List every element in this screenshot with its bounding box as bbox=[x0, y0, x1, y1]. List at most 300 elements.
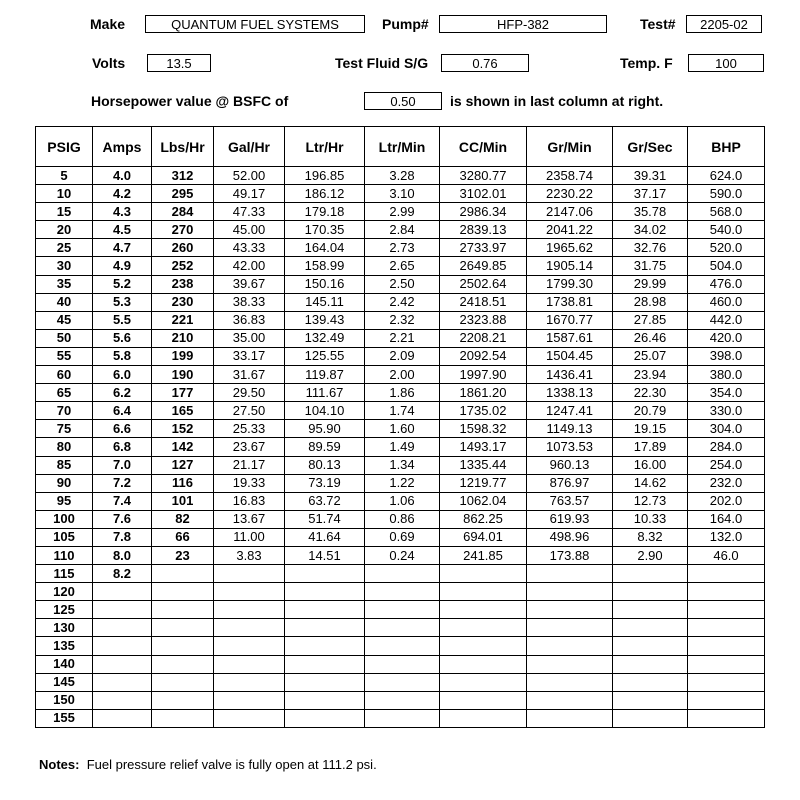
table-row bbox=[36, 546, 765, 564]
table-cell: 232.0 bbox=[688, 474, 765, 492]
table-cell: 2502.64 bbox=[440, 275, 527, 293]
table-cell bbox=[214, 619, 285, 637]
table-row bbox=[36, 474, 765, 492]
test-fluid-label: Test Fluid S/G bbox=[335, 55, 429, 71]
table-cell: 132.0 bbox=[688, 528, 765, 546]
table-cell: 6.4 bbox=[93, 402, 152, 420]
table-cell bbox=[613, 565, 688, 583]
table-cell: 80 bbox=[36, 438, 93, 456]
table-cell: 75 bbox=[36, 420, 93, 438]
pump-label: Pump# bbox=[382, 16, 429, 32]
table-cell: 73.19 bbox=[285, 474, 365, 492]
table-cell: 5.2 bbox=[93, 275, 152, 293]
table-cell: 16.00 bbox=[613, 456, 688, 474]
table-cell: 7.4 bbox=[93, 492, 152, 510]
table-cell: 2092.54 bbox=[440, 347, 527, 365]
table-cell: 7.0 bbox=[93, 456, 152, 474]
table-cell: 33.17 bbox=[214, 347, 285, 365]
table-row bbox=[36, 402, 765, 420]
table-cell: 164.0 bbox=[688, 510, 765, 528]
table-cell: 177 bbox=[152, 384, 214, 402]
table-cell bbox=[152, 619, 214, 637]
table-body bbox=[36, 167, 765, 728]
horsepower-suffix: is shown in last column at right. bbox=[450, 93, 664, 109]
table-cell bbox=[440, 583, 527, 601]
pump-field: HFP-382 bbox=[439, 15, 607, 33]
table-cell: 876.97 bbox=[527, 474, 613, 492]
make-label: Make bbox=[90, 16, 126, 32]
table-cell: 1149.13 bbox=[527, 420, 613, 438]
table-cell: 312 bbox=[152, 167, 214, 185]
table-cell: 140 bbox=[36, 655, 93, 673]
table-cell bbox=[527, 655, 613, 673]
table-cell: 0.24 bbox=[365, 546, 440, 564]
table-cell: 862.25 bbox=[440, 510, 527, 528]
table-row bbox=[36, 257, 765, 275]
notes-label: Notes: bbox=[39, 757, 80, 772]
table-cell: 1335.44 bbox=[440, 456, 527, 474]
table-cell: 132.49 bbox=[285, 329, 365, 347]
table-cell: 2839.13 bbox=[440, 221, 527, 239]
table-cell: 173.88 bbox=[527, 546, 613, 564]
table-cell: 85 bbox=[36, 456, 93, 474]
table-header-row bbox=[36, 127, 765, 167]
table-row bbox=[36, 709, 765, 727]
table-cell: 354.0 bbox=[688, 384, 765, 402]
table-cell: 2986.34 bbox=[440, 203, 527, 221]
table-cell: 105 bbox=[36, 528, 93, 546]
table-cell: 39.67 bbox=[214, 275, 285, 293]
table-cell: 22.30 bbox=[613, 384, 688, 402]
table-cell bbox=[285, 619, 365, 637]
table-cell: 158.99 bbox=[285, 257, 365, 275]
table-cell: 36.83 bbox=[214, 311, 285, 329]
table-cell: 35.00 bbox=[214, 329, 285, 347]
table-cell: 1493.17 bbox=[440, 438, 527, 456]
table-row bbox=[36, 275, 765, 293]
table-cell bbox=[527, 673, 613, 691]
volts-label: Volts bbox=[92, 55, 126, 71]
table-cell bbox=[93, 709, 152, 727]
table-cell: 540.0 bbox=[688, 221, 765, 239]
table-cell: 498.96 bbox=[527, 528, 613, 546]
table-cell: 39.31 bbox=[613, 167, 688, 185]
table-cell: 2230.22 bbox=[527, 185, 613, 203]
table-cell: 2.73 bbox=[365, 239, 440, 257]
table-cell bbox=[613, 673, 688, 691]
table-cell: 1504.45 bbox=[527, 347, 613, 365]
table-cell: 52.00 bbox=[214, 167, 285, 185]
table-cell: 4.5 bbox=[93, 221, 152, 239]
table-cell: 568.0 bbox=[688, 203, 765, 221]
table-cell: 1219.77 bbox=[440, 474, 527, 492]
table-cell bbox=[688, 709, 765, 727]
table-cell: 10.33 bbox=[613, 510, 688, 528]
table-cell: 295 bbox=[152, 185, 214, 203]
column-header: BHP bbox=[688, 127, 765, 167]
table-cell bbox=[152, 565, 214, 583]
table-cell bbox=[688, 619, 765, 637]
table-cell: 19.15 bbox=[613, 420, 688, 438]
make-field: QUANTUM FUEL SYSTEMS bbox=[145, 15, 365, 33]
table-cell bbox=[93, 637, 152, 655]
table-cell bbox=[440, 691, 527, 709]
table-cell: 40 bbox=[36, 293, 93, 311]
table-cell: 1598.32 bbox=[440, 420, 527, 438]
table-cell: 590.0 bbox=[688, 185, 765, 203]
table-cell: 90 bbox=[36, 474, 93, 492]
table-cell: 25.33 bbox=[214, 420, 285, 438]
table-cell bbox=[688, 691, 765, 709]
table-cell: 3.28 bbox=[365, 167, 440, 185]
table-cell: 960.13 bbox=[527, 456, 613, 474]
table-cell: 155 bbox=[36, 709, 93, 727]
table-cell: 104.10 bbox=[285, 402, 365, 420]
table-row bbox=[36, 221, 765, 239]
test-label: Test# bbox=[640, 16, 676, 32]
volts-field: 13.5 bbox=[147, 54, 211, 72]
table-cell: 1436.41 bbox=[527, 366, 613, 384]
table-cell bbox=[365, 583, 440, 601]
table-cell: 4.3 bbox=[93, 203, 152, 221]
table-cell: 202.0 bbox=[688, 492, 765, 510]
table-cell: 284.0 bbox=[688, 438, 765, 456]
table-row bbox=[36, 329, 765, 347]
table-cell bbox=[285, 673, 365, 691]
table-cell bbox=[214, 709, 285, 727]
table-cell: 221 bbox=[152, 311, 214, 329]
table-cell: 26.46 bbox=[613, 329, 688, 347]
table-cell: 1247.41 bbox=[527, 402, 613, 420]
table-cell: 95 bbox=[36, 492, 93, 510]
table-cell bbox=[527, 583, 613, 601]
table-row bbox=[36, 311, 765, 329]
table-cell: 1670.77 bbox=[527, 311, 613, 329]
table-cell: 130 bbox=[36, 619, 93, 637]
horsepower-label: Horsepower value @ BSFC of bbox=[91, 93, 289, 109]
table-cell: 7.6 bbox=[93, 510, 152, 528]
column-header: Gal/Hr bbox=[214, 127, 285, 167]
table-cell bbox=[365, 691, 440, 709]
table-row bbox=[36, 565, 765, 583]
table-cell: 1587.61 bbox=[527, 329, 613, 347]
table-cell: 152 bbox=[152, 420, 214, 438]
table-cell: 145 bbox=[36, 673, 93, 691]
table-cell: 46.0 bbox=[688, 546, 765, 564]
table-cell: 170.35 bbox=[285, 221, 365, 239]
table-cell: 21.17 bbox=[214, 456, 285, 474]
table-cell: 619.93 bbox=[527, 510, 613, 528]
table-cell: 51.74 bbox=[285, 510, 365, 528]
table-cell: 11.00 bbox=[214, 528, 285, 546]
table-row bbox=[36, 492, 765, 510]
table-cell bbox=[93, 673, 152, 691]
table-cell: 2.09 bbox=[365, 347, 440, 365]
table-cell: 1997.90 bbox=[440, 366, 527, 384]
table-cell bbox=[527, 565, 613, 583]
table-cell: 2.00 bbox=[365, 366, 440, 384]
table-cell: 210 bbox=[152, 329, 214, 347]
column-header: Gr/Sec bbox=[613, 127, 688, 167]
table-cell bbox=[613, 637, 688, 655]
table-cell: 127 bbox=[152, 456, 214, 474]
table-cell: 115 bbox=[36, 565, 93, 583]
table-cell: 165 bbox=[152, 402, 214, 420]
table-cell: 29.50 bbox=[214, 384, 285, 402]
table-cell: 42.00 bbox=[214, 257, 285, 275]
table-cell: 7.2 bbox=[93, 474, 152, 492]
table-cell bbox=[688, 673, 765, 691]
table-cell: 4.7 bbox=[93, 239, 152, 257]
table-cell: 3.83 bbox=[214, 546, 285, 564]
bsfc-field: 0.50 bbox=[364, 92, 442, 110]
table-cell: 196.85 bbox=[285, 167, 365, 185]
table-cell bbox=[688, 583, 765, 601]
table-cell bbox=[613, 601, 688, 619]
table-cell: 164.04 bbox=[285, 239, 365, 257]
table-cell: 43.33 bbox=[214, 239, 285, 257]
table-cell bbox=[214, 637, 285, 655]
table-cell: 2.99 bbox=[365, 203, 440, 221]
table-cell bbox=[285, 583, 365, 601]
table-cell: 38.33 bbox=[214, 293, 285, 311]
test-field: 2205-02 bbox=[686, 15, 762, 33]
table-cell: 2733.97 bbox=[440, 239, 527, 257]
table-cell bbox=[152, 637, 214, 655]
table-cell: 101 bbox=[152, 492, 214, 510]
table-cell: 380.0 bbox=[688, 366, 765, 384]
table-cell bbox=[440, 565, 527, 583]
table-cell bbox=[613, 655, 688, 673]
table-cell bbox=[440, 601, 527, 619]
table-cell: 0.69 bbox=[365, 528, 440, 546]
table-cell: 14.62 bbox=[613, 474, 688, 492]
table-cell: 1338.13 bbox=[527, 384, 613, 402]
table-cell: 20.79 bbox=[613, 402, 688, 420]
table-cell: 179.18 bbox=[285, 203, 365, 221]
table-cell: 110 bbox=[36, 546, 93, 564]
table-cell: 6.2 bbox=[93, 384, 152, 402]
table-cell bbox=[688, 637, 765, 655]
table-cell: 10 bbox=[36, 185, 93, 203]
table-row bbox=[36, 239, 765, 257]
table-cell: 186.12 bbox=[285, 185, 365, 203]
table-cell: 34.02 bbox=[613, 221, 688, 239]
table-cell bbox=[285, 709, 365, 727]
table-cell: 41.64 bbox=[285, 528, 365, 546]
table-cell: 95.90 bbox=[285, 420, 365, 438]
table-cell: 2358.74 bbox=[527, 167, 613, 185]
temp-label: Temp. F bbox=[620, 55, 673, 71]
table-cell bbox=[152, 673, 214, 691]
table-cell: 50 bbox=[36, 329, 93, 347]
table-cell bbox=[440, 709, 527, 727]
table-cell: 150 bbox=[36, 691, 93, 709]
table-cell: 116 bbox=[152, 474, 214, 492]
table-cell bbox=[214, 655, 285, 673]
table-cell: 624.0 bbox=[688, 167, 765, 185]
table-cell: 304.0 bbox=[688, 420, 765, 438]
table-cell: 31.67 bbox=[214, 366, 285, 384]
table-cell bbox=[152, 601, 214, 619]
table-cell bbox=[285, 637, 365, 655]
table-row bbox=[36, 185, 765, 203]
table-row bbox=[36, 637, 765, 655]
table-cell bbox=[93, 691, 152, 709]
table-cell: 20 bbox=[36, 221, 93, 239]
table-row bbox=[36, 510, 765, 528]
table-cell: 241.85 bbox=[440, 546, 527, 564]
table-cell bbox=[93, 619, 152, 637]
table-cell bbox=[365, 619, 440, 637]
table-cell bbox=[527, 601, 613, 619]
table-cell: 284 bbox=[152, 203, 214, 221]
table-cell bbox=[613, 709, 688, 727]
table-cell: 1.86 bbox=[365, 384, 440, 402]
table-cell: 25.07 bbox=[613, 347, 688, 365]
table-cell: 254.0 bbox=[688, 456, 765, 474]
column-header: CC/Min bbox=[440, 127, 527, 167]
table-cell: 14.51 bbox=[285, 546, 365, 564]
table-cell: 32.76 bbox=[613, 239, 688, 257]
table-cell: 5.5 bbox=[93, 311, 152, 329]
table-cell: 252 bbox=[152, 257, 214, 275]
table-cell bbox=[285, 655, 365, 673]
table-cell: 5 bbox=[36, 167, 93, 185]
table-cell: 8.32 bbox=[613, 528, 688, 546]
table-cell: 3280.77 bbox=[440, 167, 527, 185]
table-cell: 135 bbox=[36, 637, 93, 655]
table-cell: 2649.85 bbox=[440, 257, 527, 275]
table-row bbox=[36, 167, 765, 185]
table-cell bbox=[93, 583, 152, 601]
table-cell: 694.01 bbox=[440, 528, 527, 546]
table-row bbox=[36, 203, 765, 221]
table-cell: 1.60 bbox=[365, 420, 440, 438]
table-cell: 55 bbox=[36, 347, 93, 365]
table-cell bbox=[527, 709, 613, 727]
table-cell: 139.43 bbox=[285, 311, 365, 329]
table-cell: 230 bbox=[152, 293, 214, 311]
table-cell: 5.6 bbox=[93, 329, 152, 347]
table-cell: 80.13 bbox=[285, 456, 365, 474]
table-cell: 5.3 bbox=[93, 293, 152, 311]
table-cell: 5.8 bbox=[93, 347, 152, 365]
table-cell bbox=[613, 583, 688, 601]
column-header: Ltr/Min bbox=[365, 127, 440, 167]
table-cell: 120 bbox=[36, 583, 93, 601]
table-cell: 150.16 bbox=[285, 275, 365, 293]
table-cell: 45.00 bbox=[214, 221, 285, 239]
table-cell: 142 bbox=[152, 438, 214, 456]
table-cell: 398.0 bbox=[688, 347, 765, 365]
table-cell: 23.67 bbox=[214, 438, 285, 456]
table-cell bbox=[440, 655, 527, 673]
table-cell: 1905.14 bbox=[527, 257, 613, 275]
table-cell bbox=[152, 583, 214, 601]
table-row bbox=[36, 293, 765, 311]
table-cell: 6.8 bbox=[93, 438, 152, 456]
table-cell: 3102.01 bbox=[440, 185, 527, 203]
table-cell: 17.89 bbox=[613, 438, 688, 456]
table-cell: 4.2 bbox=[93, 185, 152, 203]
table-cell: 70 bbox=[36, 402, 93, 420]
table-cell: 2.42 bbox=[365, 293, 440, 311]
table-row bbox=[36, 601, 765, 619]
table-cell bbox=[527, 637, 613, 655]
table-cell bbox=[440, 637, 527, 655]
test-fluid-field: 0.76 bbox=[441, 54, 529, 72]
table-cell: 260 bbox=[152, 239, 214, 257]
table-row bbox=[36, 528, 765, 546]
table-cell: 2.21 bbox=[365, 329, 440, 347]
table-cell: 1735.02 bbox=[440, 402, 527, 420]
table-cell bbox=[214, 565, 285, 583]
table-cell: 0.86 bbox=[365, 510, 440, 528]
table-cell: 199 bbox=[152, 347, 214, 365]
table-cell: 1.06 bbox=[365, 492, 440, 510]
table-cell bbox=[214, 583, 285, 601]
table-cell: 1861.20 bbox=[440, 384, 527, 402]
column-header: PSIG bbox=[36, 127, 93, 167]
table-cell: 2.50 bbox=[365, 275, 440, 293]
table-cell: 145.11 bbox=[285, 293, 365, 311]
table-cell: 8.2 bbox=[93, 565, 152, 583]
table-cell: 2208.21 bbox=[440, 329, 527, 347]
flow-data-table bbox=[35, 126, 765, 728]
table-cell: 27.85 bbox=[613, 311, 688, 329]
table-cell: 125.55 bbox=[285, 347, 365, 365]
table-cell bbox=[365, 565, 440, 583]
table-cell: 3.10 bbox=[365, 185, 440, 203]
table-cell bbox=[527, 619, 613, 637]
table-cell: 2.90 bbox=[613, 546, 688, 564]
table-cell: 2323.88 bbox=[440, 311, 527, 329]
table-cell: 270 bbox=[152, 221, 214, 239]
table-cell: 15 bbox=[36, 203, 93, 221]
table-cell: 37.17 bbox=[613, 185, 688, 203]
table-cell: 29.99 bbox=[613, 275, 688, 293]
table-cell bbox=[285, 565, 365, 583]
table-cell: 31.75 bbox=[613, 257, 688, 275]
table-cell: 89.59 bbox=[285, 438, 365, 456]
table-cell: 1738.81 bbox=[527, 293, 613, 311]
table-cell bbox=[440, 619, 527, 637]
table-cell: 119.87 bbox=[285, 366, 365, 384]
table-cell: 111.67 bbox=[285, 384, 365, 402]
table-cell: 1.34 bbox=[365, 456, 440, 474]
table-cell: 1965.62 bbox=[527, 239, 613, 257]
table-cell: 12.73 bbox=[613, 492, 688, 510]
table-cell: 45 bbox=[36, 311, 93, 329]
table-cell: 1.49 bbox=[365, 438, 440, 456]
table-cell: 2147.06 bbox=[527, 203, 613, 221]
table-row bbox=[36, 420, 765, 438]
table-row bbox=[36, 673, 765, 691]
table-cell bbox=[285, 601, 365, 619]
table-cell bbox=[613, 619, 688, 637]
table-cell bbox=[152, 691, 214, 709]
table-cell: 6.0 bbox=[93, 366, 152, 384]
table-cell: 7.8 bbox=[93, 528, 152, 546]
table-cell: 2418.51 bbox=[440, 293, 527, 311]
table-cell: 2.84 bbox=[365, 221, 440, 239]
table-cell bbox=[214, 691, 285, 709]
table-cell: 47.33 bbox=[214, 203, 285, 221]
table-cell: 1.22 bbox=[365, 474, 440, 492]
table-cell bbox=[152, 655, 214, 673]
table-row bbox=[36, 347, 765, 365]
